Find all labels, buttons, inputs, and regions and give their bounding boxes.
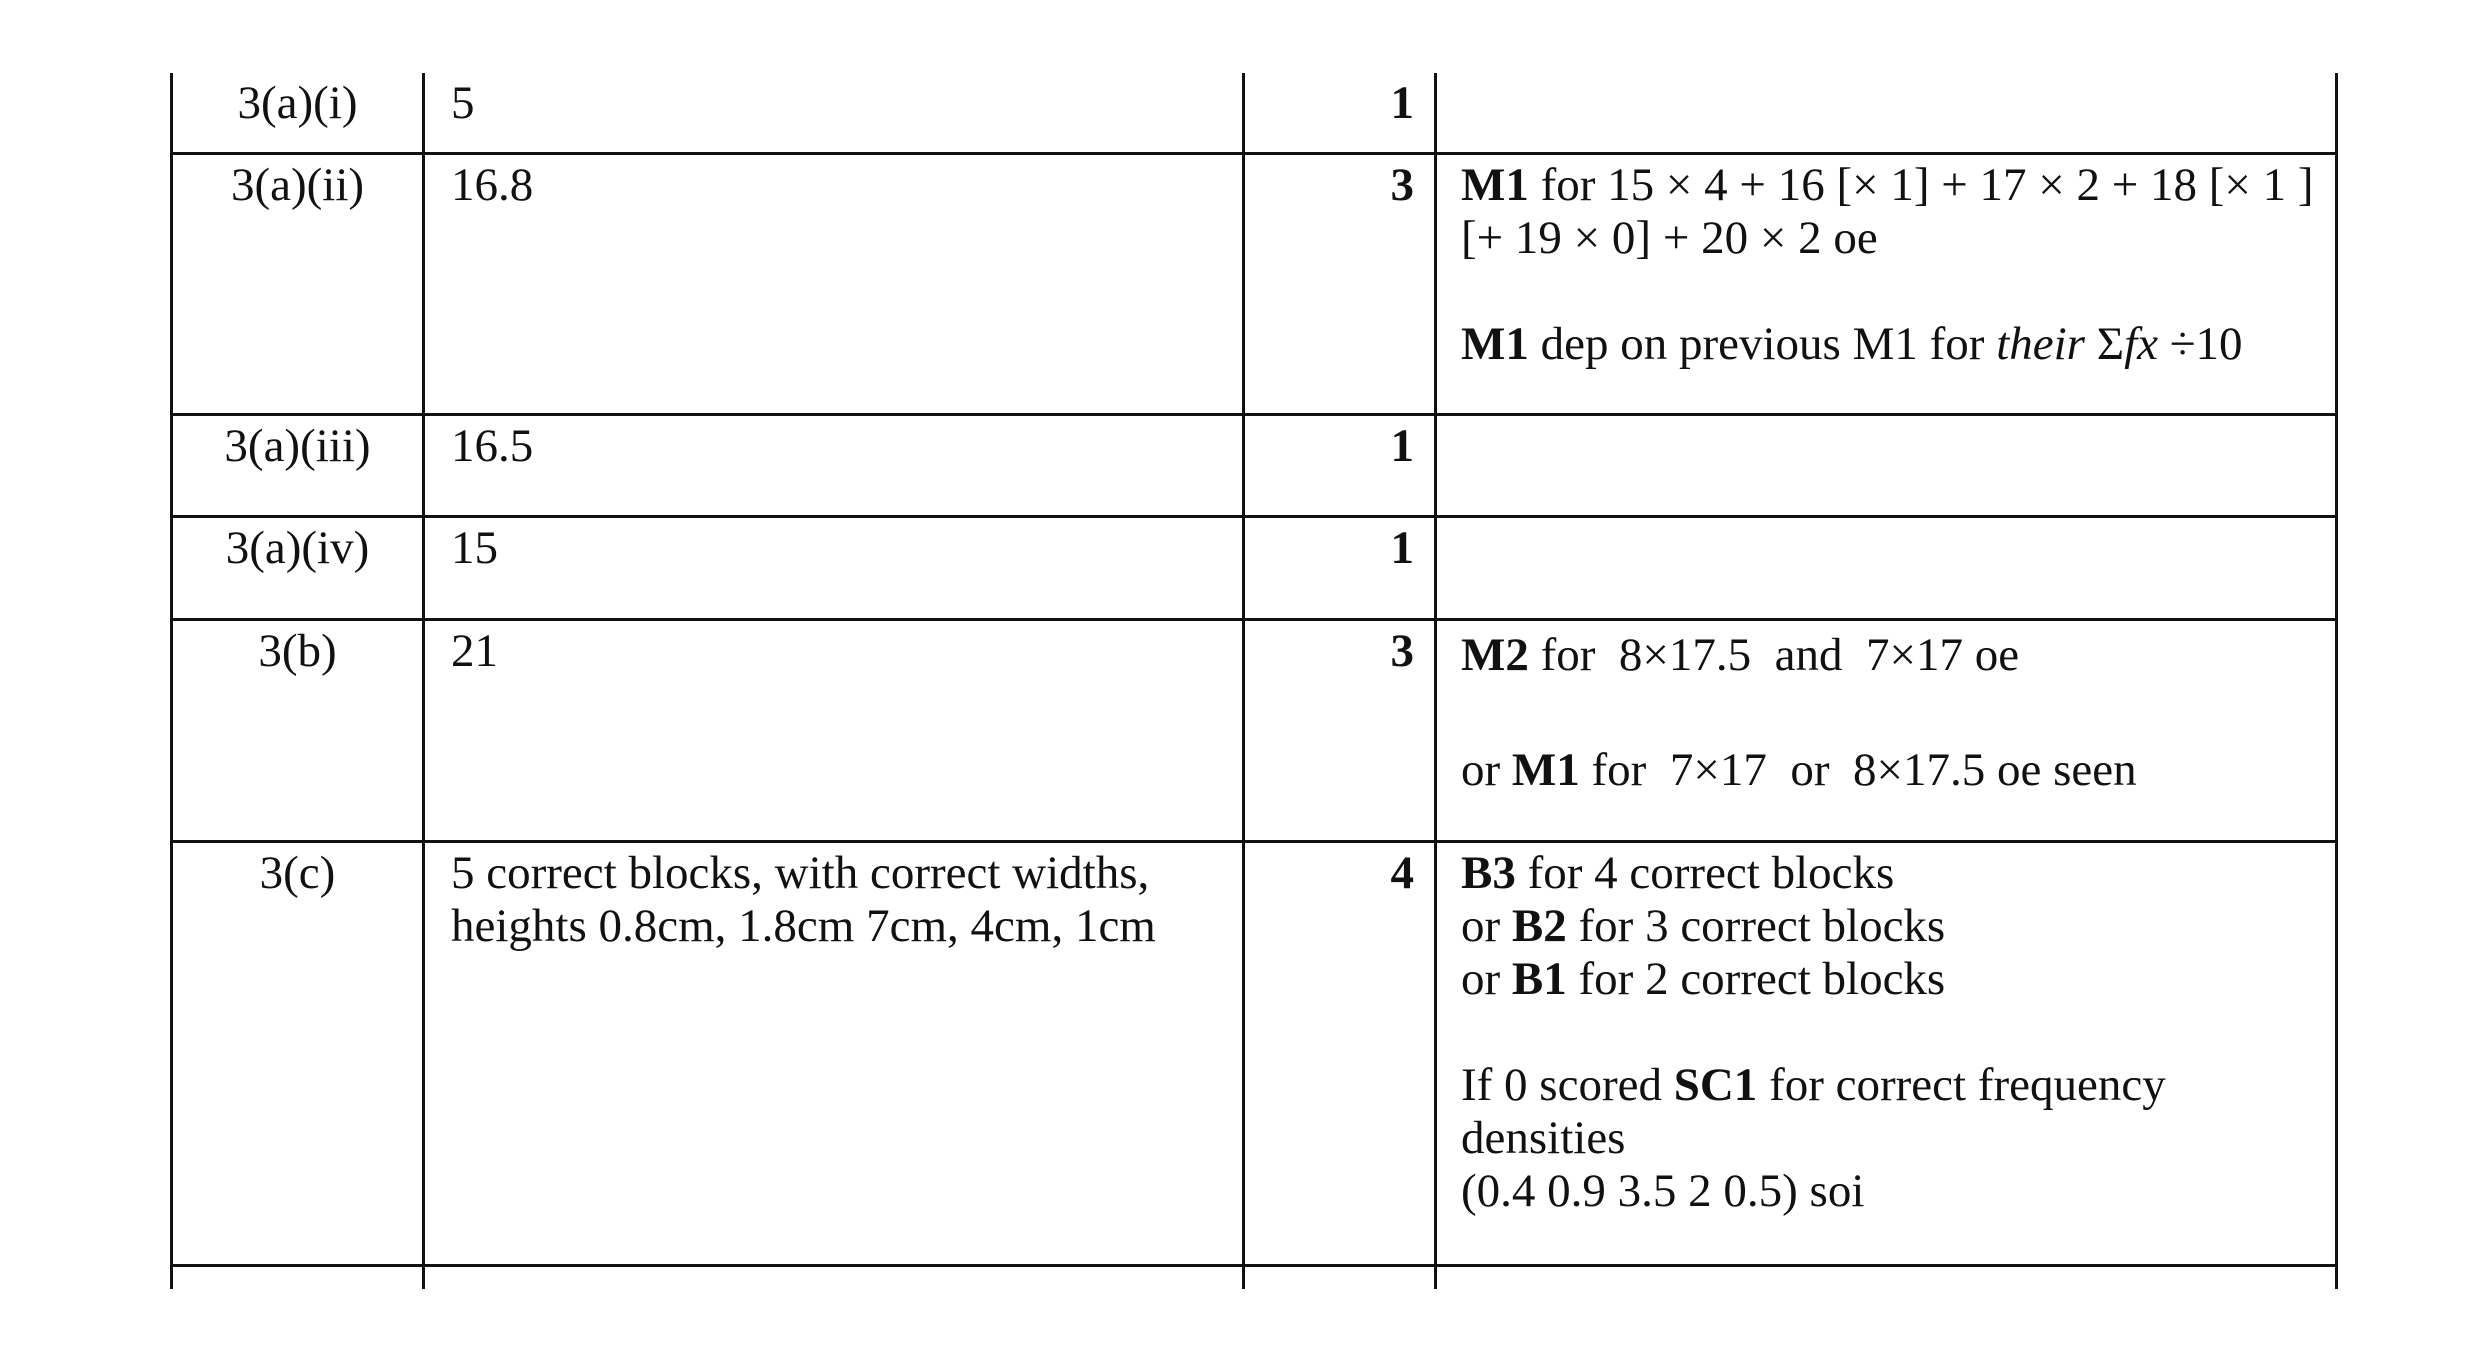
guidance-text: dep on previous M1 for <box>1528 317 1997 370</box>
table-row <box>172 619 2337 841</box>
guidance-line <box>1461 159 2325 212</box>
table-row-continuation <box>172 1265 2337 1289</box>
guidance-text: or <box>1461 952 1512 1005</box>
answer-cell: 15 <box>424 516 1244 619</box>
guidance-text: for 4 correct blocks <box>1515 846 1895 899</box>
table-row <box>172 153 2337 414</box>
guidance-text: or <box>1461 899 1512 952</box>
guidance-cell <box>1436 73 2337 153</box>
mark-code: M1 <box>1461 158 1529 211</box>
guidance-text: for 15 × 4 + 16 [× 1] + 17 × 2 + 18 [× 1 ] <box>1528 158 2314 211</box>
marks-cell: 3 <box>1244 619 1436 841</box>
mark-code: B2 <box>1511 899 1567 952</box>
table-row <box>172 73 2337 153</box>
marks-cell: 3 <box>1244 153 1436 414</box>
guidance-text: or <box>1461 743 1512 796</box>
answer-cell: 21 <box>424 619 1244 841</box>
guidance-cell <box>1436 841 2337 1265</box>
question-cell: 3(a)(iii) <box>172 414 424 516</box>
guidance-text: Σ <box>2084 317 2125 370</box>
mark-code: M1 <box>1461 317 1529 370</box>
guidance-text: for 3 correct blocks <box>1566 899 1946 952</box>
answer-cell: 16.8 <box>424 153 1244 414</box>
marks-cell: 1 <box>1244 516 1436 619</box>
empty-cell <box>1244 1265 1436 1289</box>
question-cell: 3(b) <box>172 619 424 841</box>
marks-cell: 1 <box>1244 414 1436 516</box>
guidance-line <box>1461 847 2325 900</box>
guidance-text: for 7×17 or 8×17.5 oe seen <box>1579 743 2137 796</box>
table-row <box>172 841 2337 1265</box>
answer-line: heights 0.8cm, 1.8cm 7cm, 4cm, 1cm <box>451 899 1156 952</box>
empty-cell <box>424 1265 1244 1289</box>
question-cell: 3(a)(ii) <box>172 153 424 414</box>
guidance-text: for correct frequency <box>1757 1058 2166 1111</box>
guidance-line <box>1461 1059 2325 1112</box>
guidance-line <box>1461 318 2325 371</box>
line-gap <box>1461 265 2325 318</box>
guidance-text: for 2 correct blocks <box>1566 952 1946 1005</box>
table-row <box>172 516 2337 619</box>
answer-cell: 5 <box>424 73 1244 153</box>
guidance-cell <box>1436 153 2337 414</box>
marks-cell: 4 <box>1244 841 1436 1265</box>
guidance-line <box>1461 744 2325 797</box>
guidance-line: densities <box>1461 1111 1626 1164</box>
guidance-text: for 8×17.5 and 7×17 oe <box>1528 628 2020 681</box>
table-row <box>172 414 2337 516</box>
guidance-cell <box>1436 619 2337 841</box>
marks-cell: 1 <box>1244 73 1436 153</box>
question-cell: 3(a)(iv) <box>172 516 424 619</box>
guidance-line: [+ 19 × 0] + 20 × 2 oe <box>1461 211 1878 264</box>
guidance-italic: fx <box>2124 317 2159 370</box>
guidance-italic: their <box>1996 317 2085 370</box>
answer-cell: 16.5 <box>424 414 1244 516</box>
guidance-line <box>1461 625 2325 682</box>
mark-code: B3 <box>1461 846 1516 899</box>
guidance-cell <box>1436 414 2337 516</box>
guidance-cell <box>1436 516 2337 619</box>
empty-cell <box>172 1265 424 1289</box>
answer-line: 5 correct blocks, with correct widths, <box>451 846 1150 899</box>
guidance-text: ÷10 <box>2158 317 2243 370</box>
question-cell: 3(a)(i) <box>172 73 424 153</box>
mark-code: M2 <box>1461 628 1529 681</box>
guidance-line <box>1461 953 2325 1006</box>
mark-scheme-table <box>170 73 2338 1289</box>
mark-code: M1 <box>1511 743 1580 796</box>
guidance-text: If 0 scored <box>1461 1058 1674 1111</box>
empty-cell <box>1436 1265 2337 1289</box>
line-gap <box>1461 1006 2325 1059</box>
question-cell: 3(c) <box>172 841 424 1265</box>
line-gap <box>1461 682 2325 744</box>
mark-code: SC1 <box>1673 1058 1758 1111</box>
answer-cell <box>424 841 1244 1265</box>
guidance-line <box>1461 900 2325 953</box>
mark-code: B1 <box>1511 952 1567 1005</box>
guidance-line: (0.4 0.9 3.5 2 0.5) soi <box>1461 1164 1865 1217</box>
